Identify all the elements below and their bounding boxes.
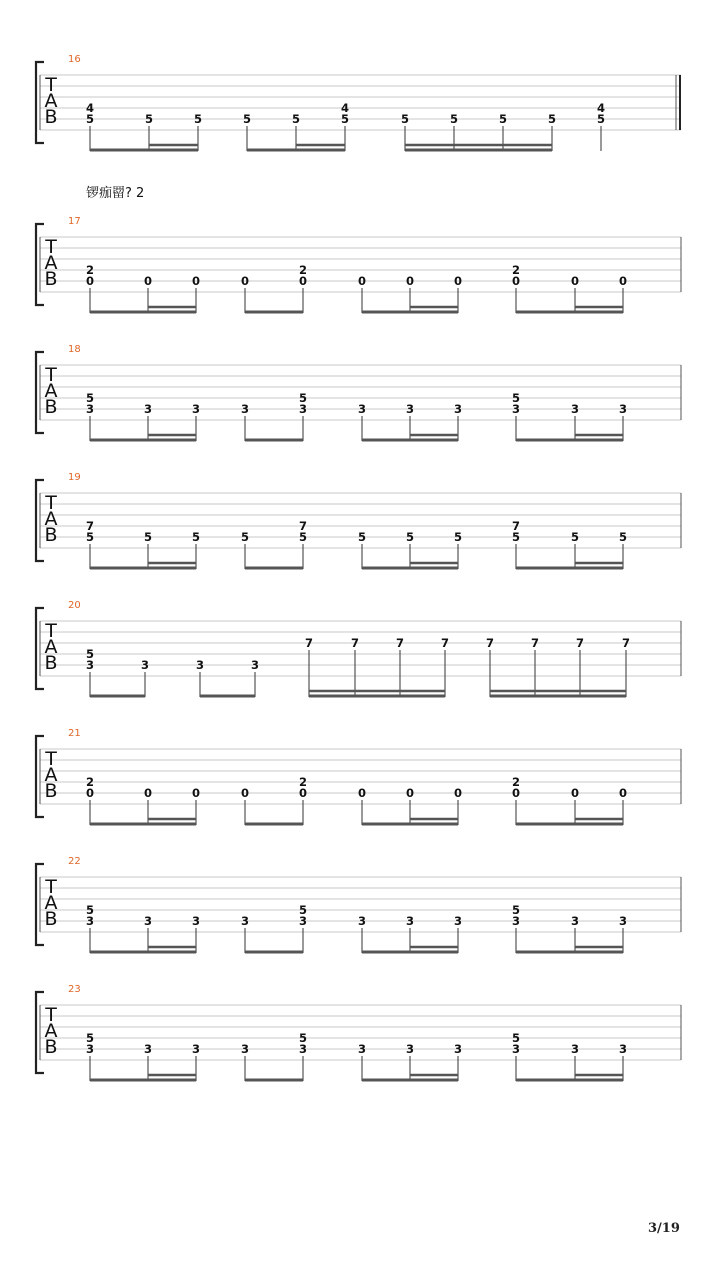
fret-number: 3 <box>143 914 153 928</box>
fret-number: 3 <box>240 914 250 928</box>
measure-number: 20 <box>68 600 81 611</box>
fret-number: 3 <box>453 914 463 928</box>
fret-number: 5 <box>400 112 410 126</box>
fret-number: 3 <box>453 1042 463 1056</box>
fret-number: 4 <box>85 101 95 115</box>
tab-letter: T <box>45 748 57 770</box>
fret-number: 3 <box>511 1042 521 1056</box>
fret-number: 3 <box>453 402 463 416</box>
fret-number: 5 <box>596 112 606 126</box>
fret-number: 5 <box>193 112 203 126</box>
fret-number: 5 <box>242 112 252 126</box>
fret-number: 5 <box>340 112 350 126</box>
fret-number: 5 <box>511 903 521 917</box>
fret-number: 2 <box>511 263 521 277</box>
fret-number: 3 <box>357 1042 367 1056</box>
fret-number: 0 <box>191 274 201 288</box>
fret-number: 5 <box>618 530 628 544</box>
fret-number: 5 <box>453 530 463 544</box>
measure-number: 19 <box>68 472 81 483</box>
fret-number: 7 <box>575 636 585 650</box>
fret-number: 5 <box>85 391 95 405</box>
fret-number: 3 <box>357 402 367 416</box>
fret-number: 0 <box>85 274 95 288</box>
tab-letter: A <box>44 636 58 658</box>
tab-letter: B <box>44 106 58 128</box>
tab-letter: B <box>44 780 58 802</box>
fret-number: 0 <box>357 786 367 800</box>
fret-number: 5 <box>449 112 459 126</box>
tab-system <box>36 856 681 953</box>
fret-number: 0 <box>453 786 463 800</box>
fret-number: 5 <box>298 530 308 544</box>
tab-letter: A <box>44 1020 58 1042</box>
fret-number: 5 <box>298 903 308 917</box>
fret-number: 0 <box>143 274 153 288</box>
measure-number: 22 <box>68 856 81 867</box>
fret-number: 3 <box>511 402 521 416</box>
fret-number: 5 <box>144 112 154 126</box>
fret-number: 7 <box>621 636 631 650</box>
fret-number: 0 <box>357 274 367 288</box>
tab-system <box>36 600 681 697</box>
fret-number: 3 <box>570 402 580 416</box>
fret-number: 3 <box>240 402 250 416</box>
fret-number: 5 <box>85 903 95 917</box>
fret-number: 3 <box>298 914 308 928</box>
fret-number: 5 <box>291 112 301 126</box>
fret-number: 5 <box>240 530 250 544</box>
fret-number: 3 <box>195 658 205 672</box>
tab-system <box>36 728 681 825</box>
fret-number: 5 <box>547 112 557 126</box>
fret-number: 5 <box>143 530 153 544</box>
tab-system <box>36 216 681 313</box>
measure-number: 18 <box>68 344 81 355</box>
fret-number: 3 <box>240 1042 250 1056</box>
page-number: 3/19 <box>648 1221 680 1236</box>
tab-letter: B <box>44 268 58 290</box>
fret-number: 7 <box>298 519 308 533</box>
tab-letter: B <box>44 1036 58 1058</box>
fret-number: 7 <box>350 636 360 650</box>
fret-number: 0 <box>618 274 628 288</box>
tab-letter: A <box>44 380 58 402</box>
fret-number: 4 <box>596 101 606 115</box>
fret-number: 3 <box>357 914 367 928</box>
fret-number: 7 <box>85 519 95 533</box>
fret-number: 3 <box>191 1042 201 1056</box>
tab-letter: A <box>44 892 58 914</box>
fret-number: 5 <box>498 112 508 126</box>
tab-letter: T <box>45 620 57 642</box>
fret-number: 7 <box>304 636 314 650</box>
measure-number: 21 <box>68 728 81 739</box>
tab-letter: T <box>45 74 57 96</box>
fret-number: 0 <box>143 786 153 800</box>
fret-number: 4 <box>340 101 350 115</box>
tab-letter: B <box>44 908 58 930</box>
fret-number: 0 <box>570 274 580 288</box>
fret-number: 0 <box>405 274 415 288</box>
fret-number: 3 <box>140 658 150 672</box>
tab-letter: T <box>45 492 57 514</box>
fret-number: 3 <box>85 402 95 416</box>
fret-number: 0 <box>511 274 521 288</box>
fret-number: 5 <box>85 112 95 126</box>
fret-number: 3 <box>618 402 628 416</box>
fret-number: 3 <box>85 1042 95 1056</box>
fret-number: 3 <box>570 914 580 928</box>
fret-number: 2 <box>85 263 95 277</box>
section-label: 锣痂罶? 2 <box>86 186 145 201</box>
fret-number: 0 <box>618 786 628 800</box>
fret-number: 2 <box>298 775 308 789</box>
fret-number: 0 <box>191 786 201 800</box>
fret-number: 7 <box>440 636 450 650</box>
fret-number: 5 <box>298 391 308 405</box>
tab-system <box>36 54 681 151</box>
tab-system <box>36 984 681 1081</box>
fret-number: 5 <box>511 530 521 544</box>
tab-system <box>36 344 681 441</box>
fret-number: 3 <box>298 402 308 416</box>
fret-number: 3 <box>85 658 95 672</box>
fret-number: 7 <box>395 636 405 650</box>
fret-number: 3 <box>405 914 415 928</box>
fret-number: 3 <box>191 914 201 928</box>
tab-letter: A <box>44 508 58 530</box>
fret-number: 3 <box>570 1042 580 1056</box>
fret-number: 7 <box>485 636 495 650</box>
fret-number: 3 <box>250 658 260 672</box>
fret-number: 0 <box>453 274 463 288</box>
tab-letter: A <box>44 252 58 274</box>
tab-letter: T <box>45 876 57 898</box>
fret-number: 5 <box>298 1031 308 1045</box>
fret-number: 0 <box>240 274 250 288</box>
tab-letter: A <box>44 90 58 112</box>
fret-number: 0 <box>240 786 250 800</box>
fret-number: 2 <box>298 263 308 277</box>
fret-number: 5 <box>570 530 580 544</box>
fret-number: 0 <box>405 786 415 800</box>
fret-number: 5 <box>511 1031 521 1045</box>
fret-number: 5 <box>511 391 521 405</box>
fret-number: 7 <box>530 636 540 650</box>
fret-number: 0 <box>298 786 308 800</box>
fret-number: 0 <box>298 274 308 288</box>
fret-number: 5 <box>85 530 95 544</box>
tab-letter: A <box>44 764 58 786</box>
fret-number: 3 <box>143 1042 153 1056</box>
fret-number: 5 <box>85 647 95 661</box>
measure-number: 23 <box>68 984 81 995</box>
fret-number: 0 <box>511 786 521 800</box>
measure-number: 16 <box>68 54 81 65</box>
fret-number: 0 <box>570 786 580 800</box>
fret-number: 0 <box>85 786 95 800</box>
tab-letter: T <box>45 364 57 386</box>
fret-number: 3 <box>618 1042 628 1056</box>
tab-system <box>36 472 681 569</box>
fret-number: 3 <box>618 914 628 928</box>
fret-number: 3 <box>143 402 153 416</box>
fret-number: 3 <box>405 1042 415 1056</box>
fret-number: 5 <box>191 530 201 544</box>
tab-letter: T <box>45 1004 57 1026</box>
fret-number: 2 <box>511 775 521 789</box>
fret-number: 3 <box>298 1042 308 1056</box>
tab-letter: B <box>44 652 58 674</box>
tab-letter: B <box>44 524 58 546</box>
fret-number: 3 <box>511 914 521 928</box>
fret-number: 3 <box>85 914 95 928</box>
fret-number: 7 <box>511 519 521 533</box>
measure-number: 17 <box>68 216 81 227</box>
fret-number: 5 <box>357 530 367 544</box>
fret-number: 3 <box>405 402 415 416</box>
tab-letter: T <box>45 236 57 258</box>
fret-number: 5 <box>405 530 415 544</box>
fret-number: 3 <box>191 402 201 416</box>
tab-letter: B <box>44 396 58 418</box>
fret-number: 2 <box>85 775 95 789</box>
fret-number: 5 <box>85 1031 95 1045</box>
